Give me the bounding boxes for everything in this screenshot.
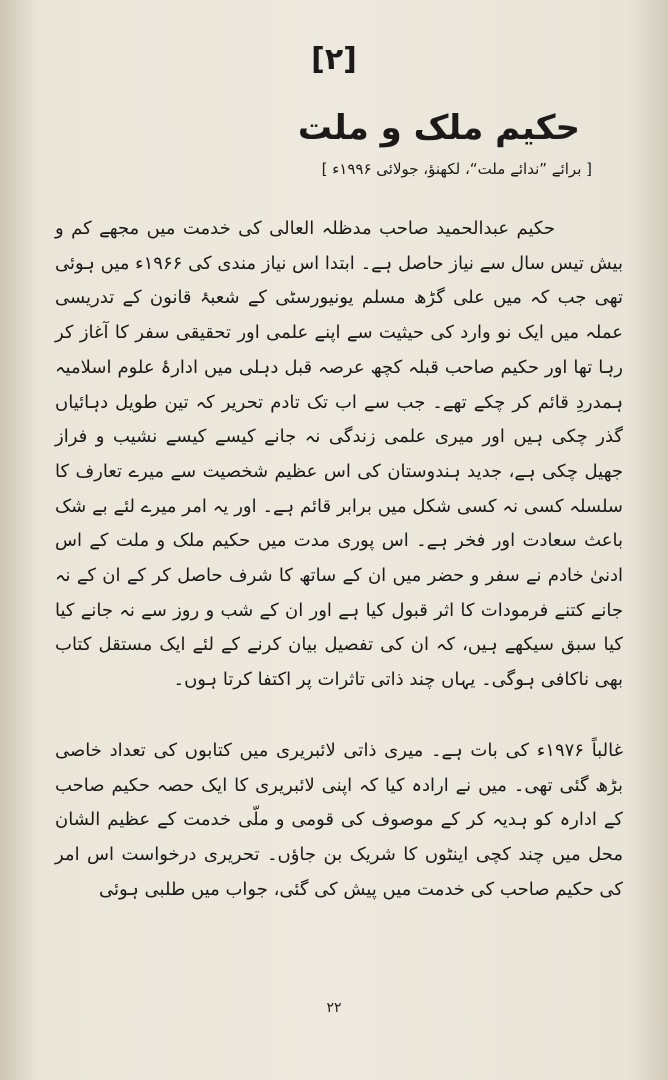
paragraph-2: غالباً ۱۹۷۶ء کی بات ہے۔ میری ذاتی لائبریری میں کتابوں کی تعداد خاصی بڑھ گئی تھی۔ میں نے ارادہ کیا کہ اپنی لائبریری کا ایک حصہ حکیم صاحب کے ادارہ کو ہدیہ کر کے موصوف کی قومی و ملّی خدمت کے عظیم الشان محل میں چند کچی اینٹوں کا شریک بن جاؤں۔ تحریری درخواست اس امر کی حکیم صاحب کی خدمت میں پیش کی گئی، جواب میں طلبی ہوئی — [55, 739, 623, 900]
page-title: حکیم ملک و ملت — [297, 108, 580, 148]
chapter-number: [۲] — [311, 42, 357, 77]
paragraph-1: حکیم عبدالحمید صاحب مدظلہ العالی کی خدمت میں مجھے کم و بیش تیس سال سے نیاز حاصل ہے۔ ابتدا اس نیاز مندی کی ۱۹۶۶ء میں ہوئی تھی جب کہ میں علی گڑھ مسلم یونیورسٹی کے شعبۂ قانون کے تدریسی عملہ میں ایک نو وارد کی حیثیت سے اپنے علمی اور تحقیقی سفر کا آغاز کر رہا تھا اور حکیم صاحب قبلہ کچھ عرصہ قبل دہلی میں ادارۂ علوم اسلامیہ ہمدردِ قائم کر چکے تھے۔ جب سے اب تک تادم تحریر کہ تین طویل دہائیاں گذر چکی ہیں اور میری علمی زندگی نہ جانے کیسے کیسے نشیب و فراز جھیل چکی ہے، جدید ہندوستان کی اس عظیم شخصیت سے میرے تعارف کا سلسلہ کسی نہ کسی شکل میں برابر قائم ہے۔ اور یہ امر میرے لئے بے شک باعث سعادت اور فخر ہے۔ اس پوری مدت میں حکیم ملک و ملت کے اس ادنیٰ خادم نے سفر و حضر میں ان کے ساتھ کا شرف حاصل کر کے ان کے نہ جانے کتنے فرمودات کا اثر قبول کیا ہے اور ان کے شب و روز سے نہ جانے کیا کیا سبق سیکھے ہیں، کہ ان کی تفصیل بیان کرنے کے لئے ایک مستقل کتاب بھی ناکافی ہوگی۔ یہاں چند ذاتی تاثرات پر اکتفا کرتا ہوں۔ — [55, 218, 623, 691]
body-text — [55, 212, 623, 907]
page-number: ۲۲ — [326, 1000, 342, 1016]
page-subtitle: [ برائے ”ندائے ملت“، لکھنؤ، جولائی ۱۹۹۶ء ] — [321, 160, 592, 178]
